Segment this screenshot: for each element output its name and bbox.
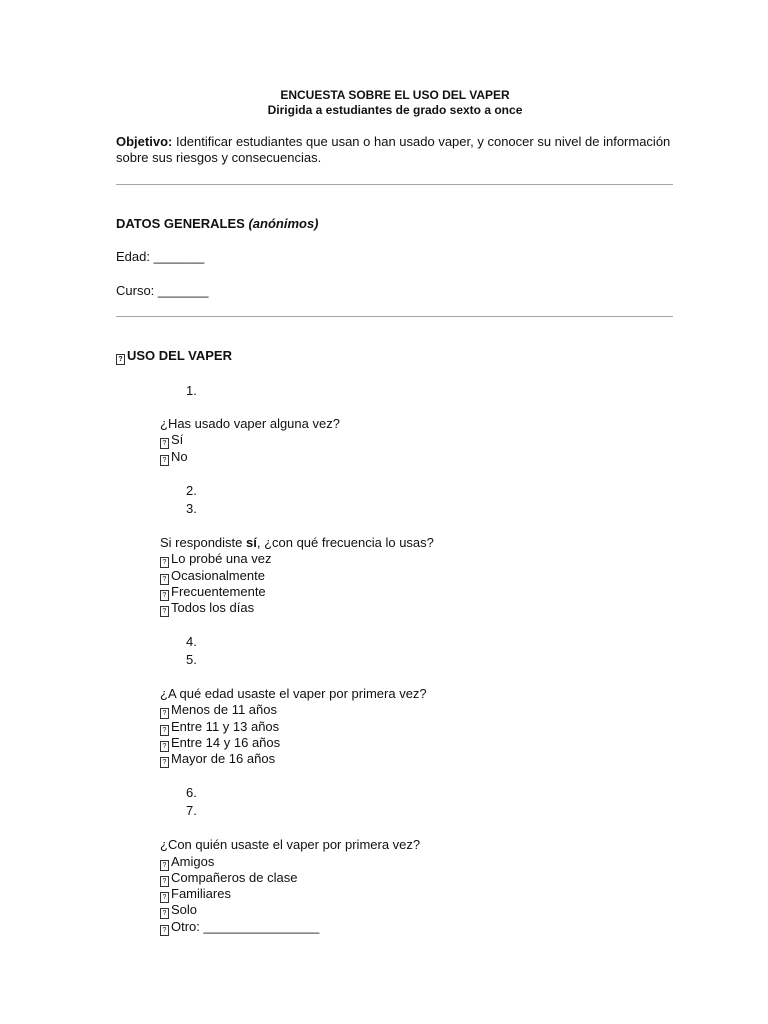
- document-page: [116, 0, 674, 1024]
- item-number-2: 2.: [186, 483, 197, 498]
- item-number-5: 5.: [186, 652, 197, 667]
- section-checkbox-icon: ?: [116, 354, 125, 365]
- option-label: Entre 11 y 13 años: [171, 719, 280, 734]
- item-number-6: 6.: [186, 785, 197, 800]
- option-label: Ocasionalmente: [171, 568, 265, 583]
- question-1-option-1[interactable]: [160, 432, 183, 449]
- checkbox-icon[interactable]: ?: [160, 557, 169, 568]
- question-2-text-before: Si respondiste: [160, 535, 246, 550]
- item-number-4: 4.: [186, 634, 197, 649]
- item-number-7: 7.: [186, 803, 197, 818]
- grade-field: Curso: _______: [116, 283, 209, 298]
- option-label: Familiares: [171, 886, 231, 901]
- option-label: Lo probé una vez: [171, 551, 272, 566]
- option-label: Amigos: [171, 854, 215, 869]
- checkbox-icon[interactable]: ?: [160, 708, 169, 719]
- checkbox-icon[interactable]: ?: [160, 590, 169, 601]
- option-label: Compañeros de clase: [171, 870, 298, 885]
- checkbox-icon[interactable]: ?: [160, 892, 169, 903]
- checkbox-icon[interactable]: ?: [160, 860, 169, 871]
- divider-2: [116, 316, 673, 317]
- checkbox-icon[interactable]: ?: [160, 925, 169, 936]
- option-label: Sí: [171, 432, 184, 447]
- item-number-1: 1.: [186, 383, 197, 398]
- question-3-text: ¿A qué edad usaste el vaper por primera vez?: [160, 686, 427, 701]
- checkbox-icon[interactable]: ?: [160, 438, 169, 449]
- question-2-text-bold: sí: [246, 535, 257, 550]
- checkbox-icon[interactable]: ?: [160, 574, 169, 585]
- checkbox-icon[interactable]: ?: [160, 876, 169, 887]
- option-label: Frecuentemente: [171, 584, 266, 599]
- option-label: Mayor de 16 años: [171, 751, 276, 766]
- option-label: Solo: [171, 902, 198, 917]
- age-field: Edad: _______: [116, 249, 205, 264]
- document-title: ENCUESTA SOBRE EL USO DEL VAPER: [280, 88, 510, 102]
- checkbox-icon[interactable]: ?: [160, 725, 169, 736]
- checkbox-icon[interactable]: ?: [160, 741, 169, 752]
- question-4-text: ¿Con quién usaste el vaper por primera vez?: [160, 837, 421, 852]
- option-label: Otro: ________________: [171, 919, 320, 934]
- section-use-heading: [116, 348, 232, 365]
- option-label: No: [171, 449, 188, 464]
- question-2-text: [160, 535, 434, 551]
- objective-paragraph: [116, 134, 674, 166]
- question-2-option-3[interactable]: [160, 584, 266, 601]
- question-4-option-5[interactable]: [160, 919, 319, 936]
- question-2-text-after: , ¿con qué frecuencia lo usas?: [256, 535, 434, 550]
- question-2-option-4[interactable]: [160, 600, 254, 617]
- item-number-3: 3.: [186, 501, 197, 516]
- option-label: Todos los días: [171, 600, 255, 615]
- question-4-option-2[interactable]: [160, 870, 297, 887]
- option-label: Entre 14 y 16 años: [171, 735, 281, 750]
- question-4-option-3[interactable]: [160, 886, 231, 903]
- question-4-option-4[interactable]: [160, 902, 197, 919]
- general-heading-note: (anónimos): [248, 216, 319, 231]
- question-1-option-2[interactable]: [160, 449, 188, 466]
- section-use-heading-text: USO DEL VAPER: [127, 348, 232, 363]
- objective-text: Identificar estudiantes que usan o han usado vaper, y conocer su nivel de información sobre sus riesgos y consecuencias.: [116, 134, 671, 165]
- objective-label: Objetivo:: [116, 134, 173, 149]
- question-3-option-1[interactable]: [160, 702, 277, 719]
- checkbox-icon[interactable]: ?: [160, 757, 169, 768]
- question-1-text: ¿Has usado vaper alguna vez?: [160, 416, 340, 431]
- question-2-option-2[interactable]: [160, 568, 265, 585]
- checkbox-icon[interactable]: ?: [160, 606, 169, 617]
- question-3-option-2[interactable]: [160, 719, 279, 736]
- general-data-heading: [116, 216, 319, 232]
- question-3-option-4[interactable]: [160, 751, 275, 768]
- checkbox-icon[interactable]: ?: [160, 908, 169, 919]
- general-heading-text: DATOS GENERALES: [116, 216, 245, 231]
- question-2-option-1[interactable]: [160, 551, 271, 568]
- divider-1: [116, 184, 673, 185]
- question-4-option-1[interactable]: [160, 854, 214, 871]
- option-label: Menos de 11 años: [171, 702, 277, 717]
- checkbox-icon[interactable]: ?: [160, 455, 169, 466]
- question-3-option-3[interactable]: [160, 735, 280, 752]
- document-subtitle: Dirigida a estudiantes de grado sexto a once: [267, 103, 523, 117]
